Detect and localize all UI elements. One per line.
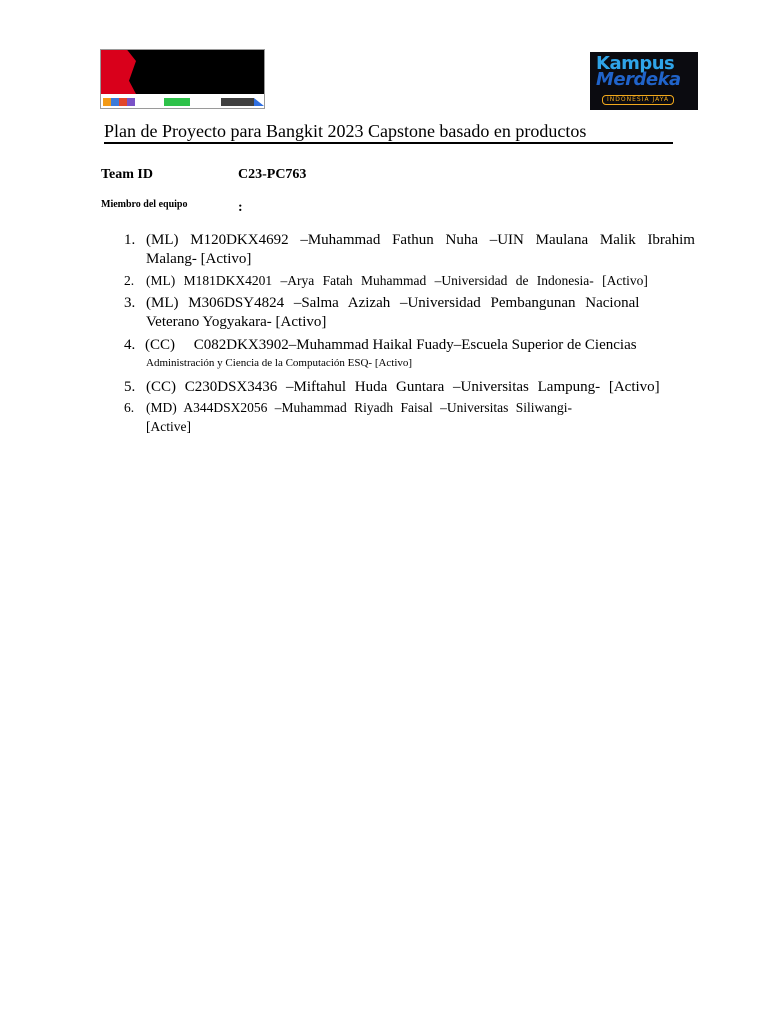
- team-id-label: Team ID: [101, 167, 153, 182]
- logo-text-indonesia-jaya: INDONESIA JAYA: [602, 95, 674, 105]
- list-item-text-continued: Administración y Ciencia de la Computación ESQ- [Activo]: [146, 357, 413, 369]
- list-item-text: (ML) M181DKX4201 –Arya Fatah Muhammad –Universidad de Indonesia- [Activo]: [146, 273, 648, 288]
- list-item-text: (ML) M120DKX4692 –Muhammad Fathun Nuha –UIN Maulana Malik Ibrahim: [146, 232, 695, 248]
- title-underline: [104, 142, 673, 144]
- list-item-number: 3.: [124, 295, 136, 311]
- logo-strip: [101, 94, 264, 108]
- team-members-colon: :: [238, 200, 243, 215]
- logo-segment: [221, 98, 254, 106]
- list-item-text-continued: [Active]: [146, 419, 191, 434]
- logo-segment: [103, 98, 111, 106]
- list-item-text: (CC) C230DSX3436 –Miftahul Huda Guntara –Universitas Lampung- [Activo]: [146, 379, 660, 395]
- kampus-merdeka-logo: [590, 52, 698, 110]
- logo-text-kampus: Kampus: [596, 53, 675, 74]
- list-item-text-continued: Malang- [Activo]: [146, 251, 252, 267]
- team-id-value: C23-PC763: [238, 167, 307, 182]
- logo-text-merdeka: Merdeka: [596, 69, 681, 90]
- list-item-number: 1.: [124, 232, 136, 248]
- list-item-number: 2.: [124, 273, 135, 288]
- list-item-number: 4.: [124, 337, 136, 353]
- logo-red-mark: [101, 50, 136, 94]
- team-members-label: Miembro del equipo: [101, 199, 188, 210]
- list-item-number: 6.: [124, 400, 135, 415]
- logo-segment: [164, 98, 190, 106]
- list-item-text-continued: Veterano Yogyakara- [Activo]: [146, 314, 327, 330]
- logo-segment: [119, 98, 127, 106]
- list-item-text: (ML) M306DSY4824 –Salma Azizah –Universidad Pembangunan Nacional: [146, 295, 640, 311]
- list-item-text: (MD) A344DSX2056 –Muhammad Riyadh Faisal –Universitas Siliwangi-: [146, 400, 572, 415]
- list-item-number: 5.: [124, 379, 136, 395]
- logo-segment: [127, 98, 135, 106]
- logo-segment: [254, 98, 264, 106]
- bangkit-logo: [100, 49, 265, 109]
- logo-segment: [111, 98, 119, 106]
- list-item-text: (CC) C082DKX3902–Muhammad Haikal Fuady–Escuela Superior de Ciencias: [145, 337, 637, 353]
- document-title: Plan de Proyecto para Bangkit 2023 Capstone basado en productos: [104, 121, 587, 141]
